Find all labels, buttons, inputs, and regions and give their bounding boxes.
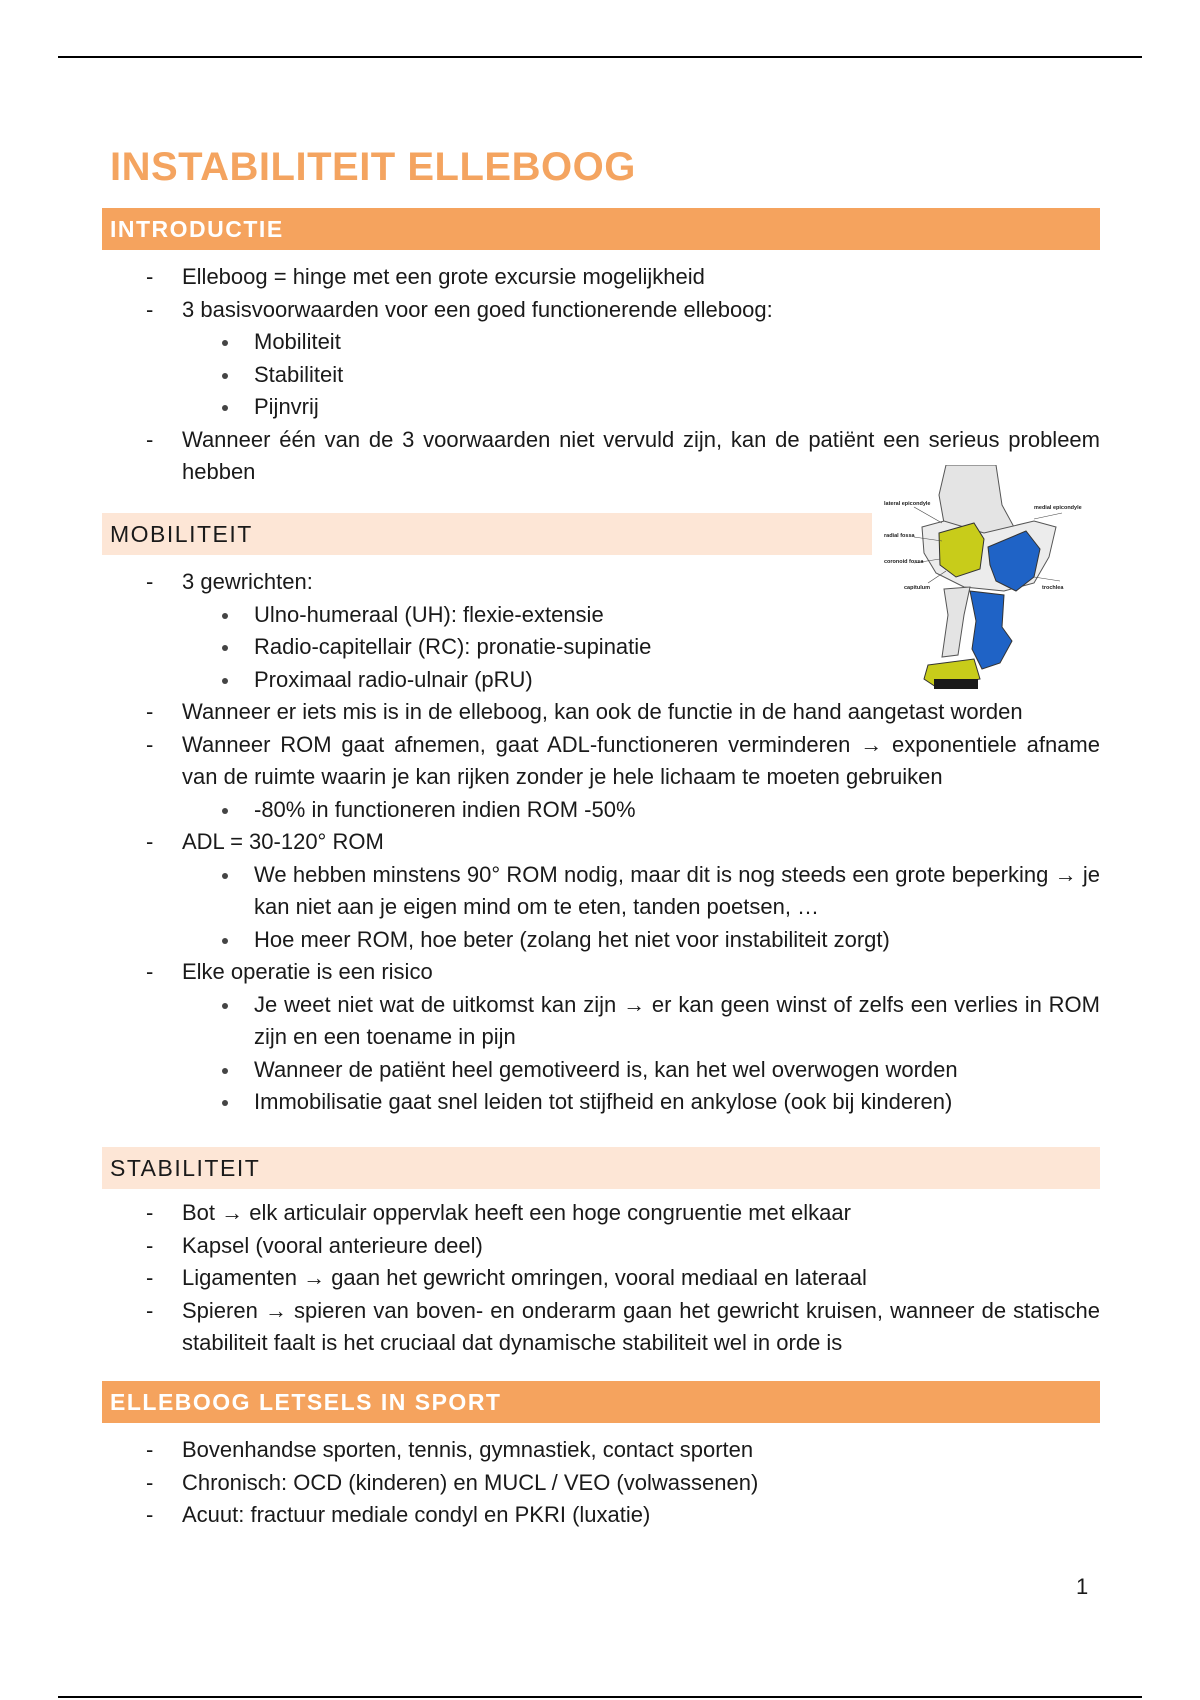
list-item: - Acuut: fractuur mediale condyl en PKRI (luxatie) [102,1499,1100,1532]
page-number: 1 [1076,1574,1089,1599]
elbow-anatomy-figure [884,465,1094,695]
list-item: - Wanneer ROM gaat afnemen, gaat ADL-functioneren verminderen → exponentiele afname van de ruimte waarin je kan rijken zonder je hele lichaam te moeten gebruiken [102,729,1100,794]
section-heading-letsels: ELLEBOOG LETSELS IN SPORT [102,1381,1100,1423]
list-item: -80% in functioneren indien ROM -50% [102,794,1100,827]
list-item: - Elke operatie is een risico [102,956,1100,989]
list-item: - ADL = 30-120° ROM [102,826,1100,859]
list-introductie [102,261,1100,489]
list-letsels [102,1434,1100,1532]
list-item: - 3 gewrichten: [102,566,1100,599]
list-item: Immobilisatie gaat snel leiden tot stijfheid en ankylose (ook bij kinderen) [102,1086,1100,1119]
ulna-shape [970,591,1012,669]
label-radial-fossa: radial fossa [884,533,915,539]
list-item: - 3 basisvoorwaarden voor een goed functionerende elleboog: [102,294,1100,327]
label-capitulum: capitulum [904,585,930,591]
list-item: Pijnvrij [102,391,1100,424]
list-stabiliteit [102,1197,1100,1360]
list-item: Ulno-humeraal (UH): flexie-extensie [102,599,1100,632]
section-heading-stabiliteit: STABILITEIT [102,1147,1100,1189]
list-item: - Bot → elk articulair oppervlak heeft een hoge congruentie met elkaar [102,1197,1100,1230]
list-item: Mobiliteit [102,326,1100,359]
capitulum-shape [939,523,984,577]
list-item: - Ligamenten → gaan het gewricht omringen, vooral mediaal en lateraal [102,1262,1100,1295]
list-item: - Wanneer één van de 3 voorwaarden niet vervuld zijn, kan de patiënt een serieus probleem hebben [102,424,1100,489]
bottom-rule [58,1696,1142,1698]
list-item: Stabiliteit [102,359,1100,392]
top-rule [58,56,1142,58]
list-item: - Elleboog = hinge met een grote excursie mogelijkheid [102,261,1100,294]
list-item: Radio-capitellair (RC): pronatie-supinatie [102,631,1100,664]
label-medial-epicondyle: medial epicondyle [1034,505,1082,511]
list-item: Hoe meer ROM, hoe beter (zolang het niet voor instabiliteit zorgt) [102,924,1100,957]
list-item: - Bovenhandse sporten, tennis, gymnastiek, contact sporten [102,1434,1100,1467]
list-item: Wanneer de patiënt heel gemotiveerd is, kan het wel overwogen worden [102,1054,1100,1087]
list-item: Je weet niet wat de uitkomst kan zijn → er kan geen winst of zelfs een verlies in ROM zijn en een toename in pijn [102,989,1100,1054]
list-item: - Spieren → spieren van boven- en onderarm gaan het gewricht kruisen, wanneer de statische stabiliteit faalt is het cruciaal dat dynamische stabiliteit wel in orde is [102,1295,1100,1360]
page-title: INSTABILITEIT ELLEBOOG [110,145,636,189]
radius-shape [942,587,970,657]
section-heading-mobiliteit: MOBILITEIT [102,513,872,555]
list-item: - Wanneer er iets mis is in de elleboog, kan ook de functie in de hand aangetast worden [102,696,1100,729]
list-item: - Chronisch: OCD (kinderen) en MUCL / VEO (volwassenen) [102,1467,1100,1500]
list-item: Proximaal radio-ulnair (pRU) [102,664,1100,697]
list-item: We hebben minstens 90° ROM nodig, maar dit is nog steeds een grote beperking → je kan niet aan je eigen mind om te eten, tanden poetsen, … [102,859,1100,924]
section-heading-introductie: INTRODUCTIE [102,208,1100,250]
label-trochlea: trochlea [1042,585,1064,591]
label-coronoid-fossa: coronoid fossa [884,559,924,565]
base-shadow-shape [934,679,978,689]
list-item: - Kapsel (vooral anterieure deel) [102,1230,1100,1263]
label-lateral-epicondyle: lateral epicondyle [884,501,931,507]
